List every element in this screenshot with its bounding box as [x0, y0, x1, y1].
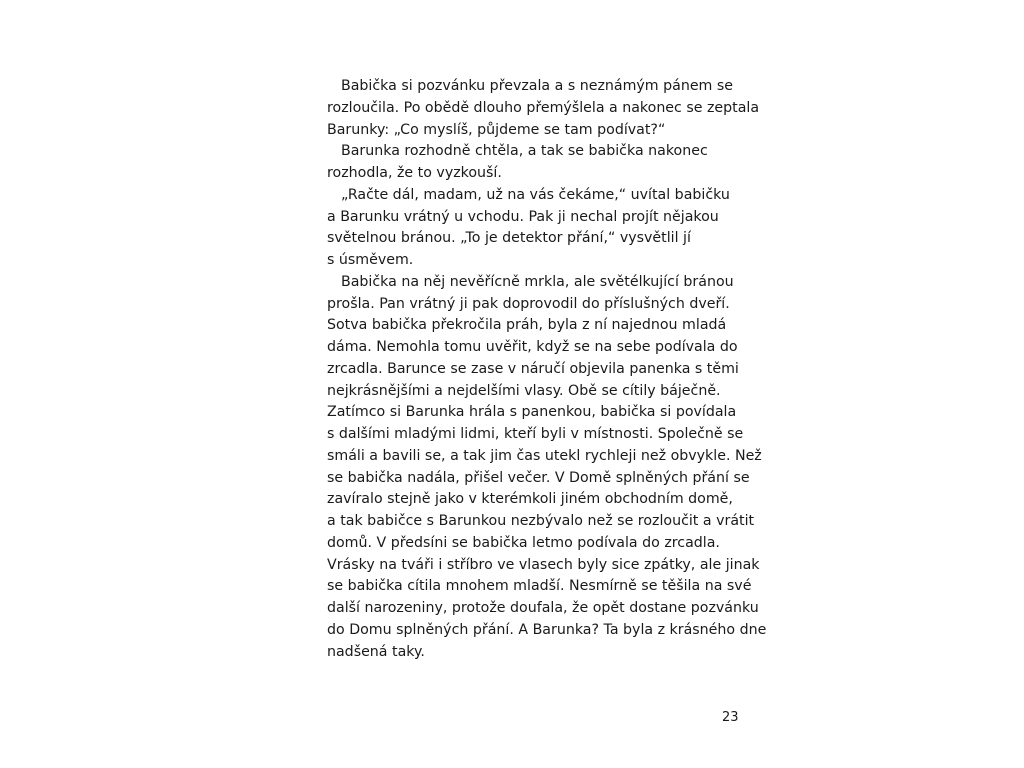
text-line: a tak babičce s Barunkou nezbývalo než se rozloučit a vrátit [327, 513, 755, 529]
text-line: Babička na něj nevěřícně mrkla, ale světélkující bránou [341, 273, 734, 290]
text-line: rozhodla, že to vyzkouší. [327, 165, 502, 181]
text-line: Babička si pozvánku převzala a s neznámým pánem se [341, 78, 733, 94]
text-line: Zatímco si Barunka hrála s panenkou, babička si povídala [327, 404, 737, 421]
text-line: se babička nadála, přišel večer. V Domě splněných přání se [327, 469, 750, 486]
text-line: dáma. Nemohla tomu uvěřit, když se na sebe podívala do [327, 339, 738, 355]
text-line: nadšená taky. [327, 643, 425, 660]
text-line: smáli a bavili se, a tak jim čas utekl rychleji než obvykle. Než [327, 447, 762, 464]
text-line: Barunka rozhodně chtěla, a tak se babička nakonec [341, 143, 708, 160]
text-line: a Barunku vrátný u vchodu. Pak ji nechal projít nějakou [327, 208, 719, 225]
text-line: zrcadla. Barunce se zase v náručí objevila panenka s těmi [327, 360, 739, 377]
text-line: Barunky: „Co myslíš, půjdeme se tam podívat?“ [327, 121, 666, 138]
text-line: nejkrásnějšími a nejdelšími vlasy. Obě se cítily báječně. [327, 382, 721, 399]
text-line: Vrásky na tváři i stříbro ve vlasech byly sice zpátky, ale jinak [327, 556, 760, 573]
text-line: se babička cítila mnohem mladší. Nesmírně se těšila na své [327, 578, 752, 595]
text-line: domů. V předsíni se babička letmo podívala do zrcadla. [327, 534, 720, 551]
page-number: 23 [722, 710, 739, 725]
text-line: zavíralo stejně jako v kterémkoli jiném obchodním domě, [327, 491, 733, 508]
text-line: s dalšími mladými lidmi, kteří byli v místnosti. Společně se [327, 426, 744, 442]
text-line: světelnou bránou. „To je detektor přání,“ vysvětlil jí [327, 230, 691, 247]
text-line: rozloučila. Po obědě dlouho přemýšlela a nakonec se zeptala [327, 99, 760, 116]
text-line: další narozeniny, protože doufala, že opět dostane pozvánku [327, 600, 759, 616]
text-line: do Domu splněných přání. A Barunka? Ta byla z krásného dne [327, 621, 767, 638]
text-line: s úsměvem. [327, 252, 414, 268]
text-line: „Račte dál, madam, už na vás čekáme,“ uvítal babičku [341, 186, 730, 203]
text-line: prošla. Pan vrátný ji pak doprovodil do příslušných dveří. [327, 295, 730, 312]
text-line: Sotva babička překročila práh, byla z ní najednou mladá [327, 317, 727, 334]
body-text [327, 76, 767, 663]
